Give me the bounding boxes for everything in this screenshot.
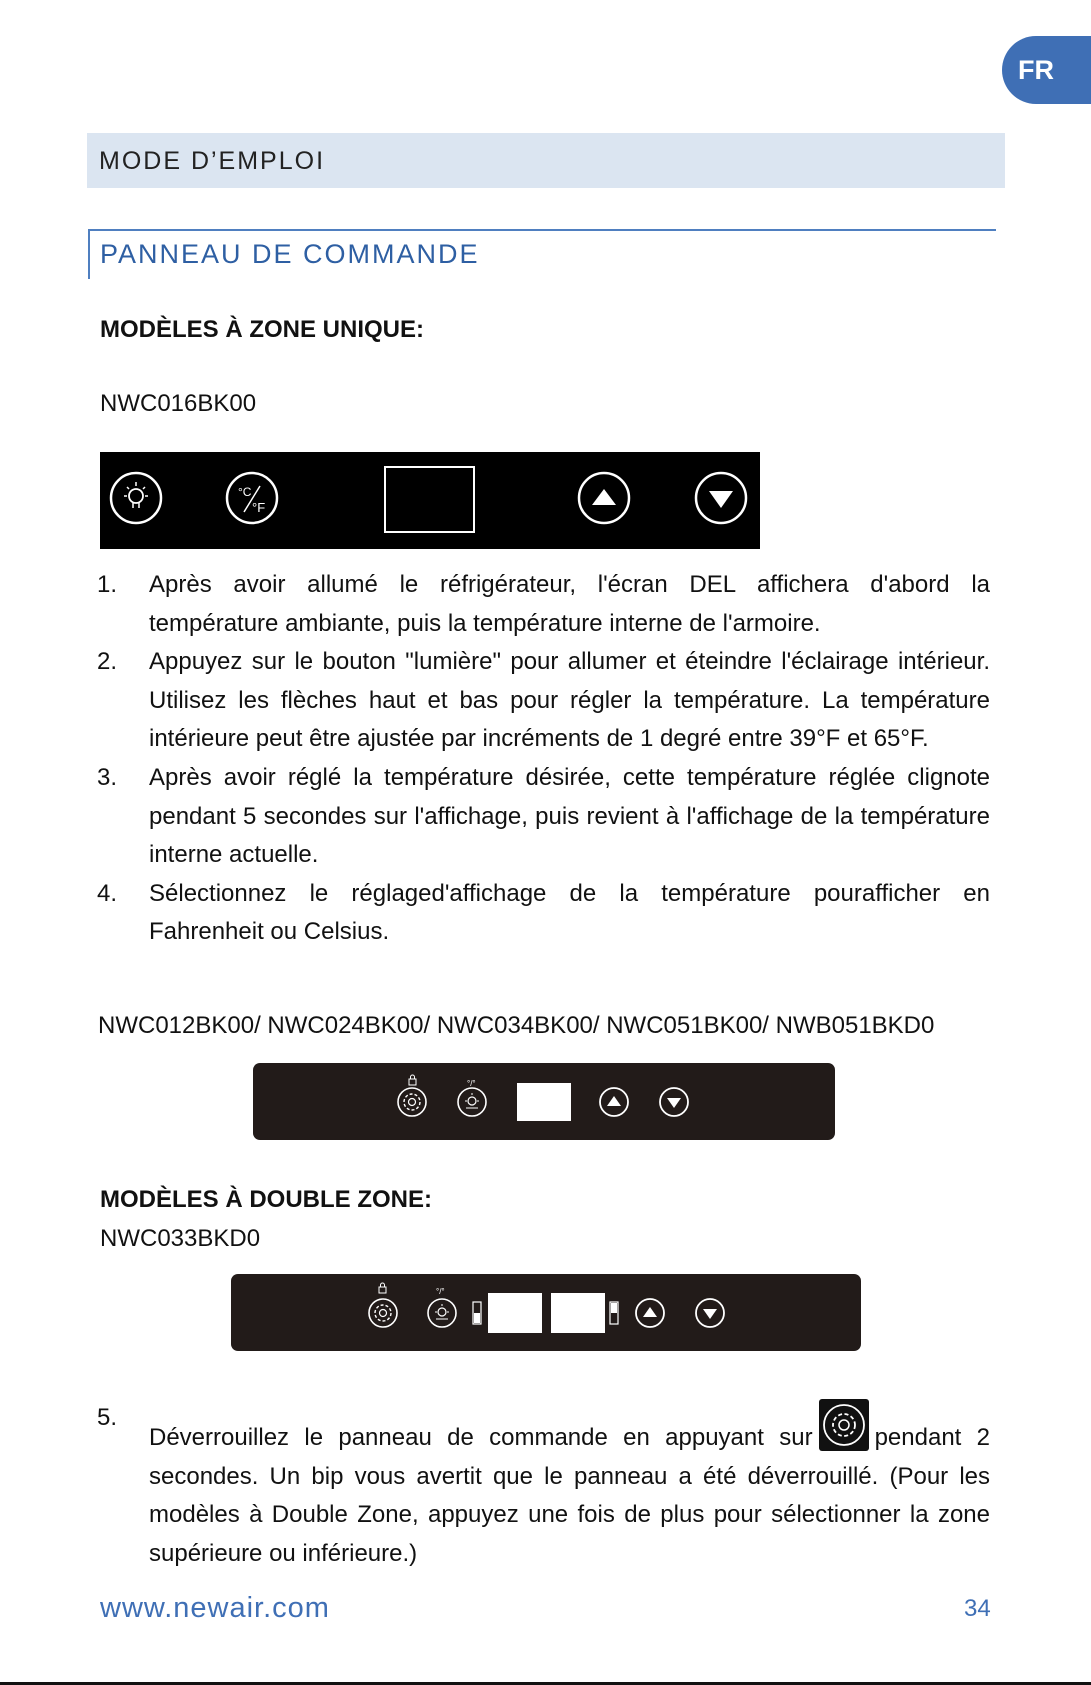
list-item xyxy=(97,643,990,759)
model-list-single-2: NWC012BK00/ NWC024BK00/ NWC034BK00/ NWC051BK00/ NWB051BKD0 xyxy=(98,1012,935,1039)
list-number: 2. xyxy=(97,648,118,676)
list-item xyxy=(97,1399,990,1573)
control-panel-2 xyxy=(253,1063,835,1140)
lower-zone-indicator-icon xyxy=(610,1302,618,1324)
lock-small-icon xyxy=(379,1283,386,1293)
list-number: 1. xyxy=(97,571,118,598)
svg-text:°C: °C xyxy=(238,485,252,499)
single-zone-heading: MODÈLES À ZONE UNIQUE: xyxy=(100,316,425,343)
settings-gear-icon xyxy=(369,1299,397,1327)
control-panel-1 xyxy=(100,452,760,549)
section-title: MODE D’EMPLOI xyxy=(99,147,326,175)
up-arrow-icon xyxy=(579,473,629,523)
settings-gear-icon xyxy=(398,1088,426,1116)
temp-unit-small-label: °/° xyxy=(436,1287,445,1296)
lower-zone-display xyxy=(551,1293,605,1333)
unlock-gear-icon xyxy=(819,1399,869,1451)
list-text: Déverrouillez le panneau de commande en appuyant sur xyxy=(149,1424,813,1451)
instruction-list xyxy=(97,566,990,952)
subsection-rule xyxy=(89,229,996,231)
subsection-title: PANNEAU DE COMMANDE xyxy=(100,239,480,269)
list-text: Après avoir réglé la température désirée, cette température réglée clignote pendant 5 secondes sur l'affichage, puis revient à l'affichage de la température interne actuelle. xyxy=(149,763,990,869)
list-number: 4. xyxy=(97,879,118,907)
double-zone-heading: MODÈLES À DOUBLE ZONE: xyxy=(100,1186,433,1213)
upper-zone-indicator-icon xyxy=(473,1302,481,1324)
list-text: Appuyez sur le bouton "lumière" pour allumer et éteindre l'éclairage intérieur. Utilisez les flèches haut et bas pour régler la température. La température intérieure peut être ajustée par incréments de 1 degré entre 39°F et 65°F. xyxy=(149,648,990,753)
list-text: Sélectionnez le réglaged'affichage de la température pourafficher en Fahrenheit ou Celsius. xyxy=(149,879,990,946)
page-number: 34 xyxy=(964,1595,991,1622)
subsection-rule-left xyxy=(88,229,90,279)
temp-unit-button-icon xyxy=(227,473,277,523)
temperature-display xyxy=(517,1083,571,1121)
temperature-display xyxy=(385,467,474,532)
section-banner xyxy=(87,133,1005,188)
up-arrow-icon xyxy=(600,1088,628,1116)
up-arrow-icon xyxy=(636,1299,664,1327)
model-double: NWC033BKD0 xyxy=(100,1225,261,1252)
list-item xyxy=(97,875,990,952)
lock-small-icon xyxy=(409,1075,416,1085)
language-tab: FR xyxy=(1002,36,1091,104)
list-number: 3. xyxy=(97,763,118,791)
down-arrow-icon xyxy=(696,1299,724,1327)
list-text: pendant 2 secondes. Un bip vous avertit que le panneau a été déverrouillé. (Pour les modèles à Double Zone, appuyez une fois de plus pour sélectionner la zone supérieure ou inférieure.) xyxy=(149,1424,990,1567)
svg-text:°F: °F xyxy=(252,500,266,515)
list-text: Après avoir allumé le réfrigérateur, l'écran DEL affichera d'abord la température ambiante, puis la température interne de l'armoire. xyxy=(149,571,990,637)
light-button-icon xyxy=(111,473,161,523)
upper-zone-display xyxy=(488,1293,542,1333)
down-arrow-icon xyxy=(696,473,746,523)
list-item xyxy=(97,759,990,875)
list-number: 5. xyxy=(97,1404,118,1431)
model-single-1: NWC016BK00 xyxy=(100,390,257,417)
control-panel-3 xyxy=(231,1274,861,1351)
light-icon xyxy=(458,1088,486,1116)
temp-unit-small-label: °/° xyxy=(467,1079,476,1088)
down-arrow-icon xyxy=(660,1088,688,1116)
instruction-list-2 xyxy=(97,1399,990,1573)
footer-url[interactable]: www.newair.com xyxy=(100,1592,330,1624)
list-item xyxy=(97,566,990,643)
light-icon xyxy=(428,1299,456,1327)
